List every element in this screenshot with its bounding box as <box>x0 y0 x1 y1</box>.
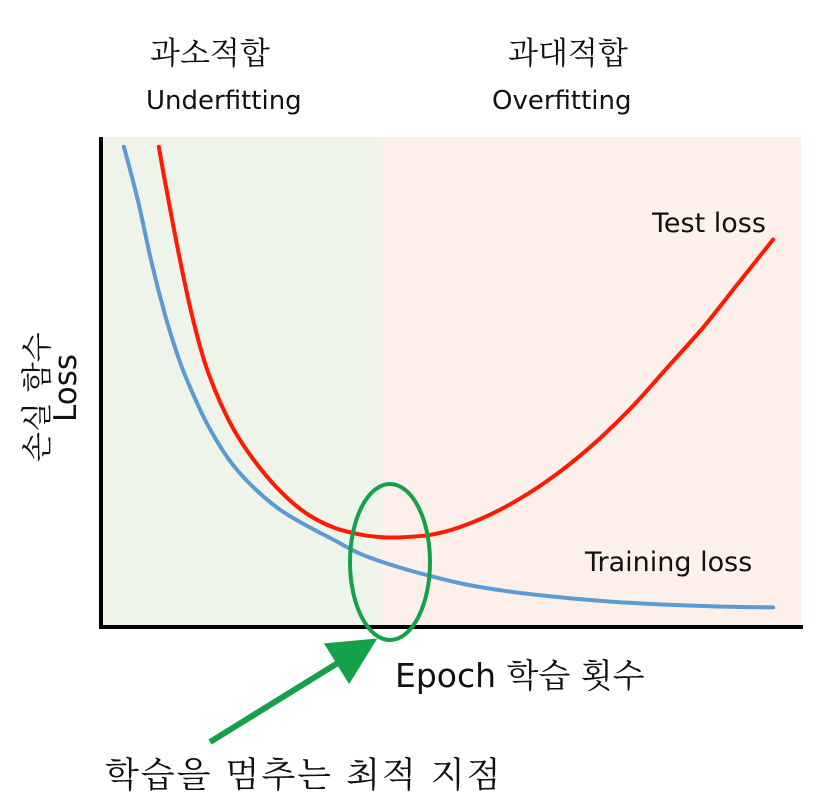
overfitting-label-kr: 과대적합 <box>508 36 628 72</box>
y-axis-label-en: Loss <box>48 354 84 422</box>
training-loss-label: Training loss <box>585 547 753 578</box>
x-axis-label: Epoch 학습 횟수 <box>395 656 645 695</box>
optimal-point-arrow <box>210 648 362 742</box>
optimal-point-annotation: 학습을 멈추는 최적 지점 <box>105 756 503 796</box>
y-axis-label-kr: 손실 함수 <box>20 332 56 462</box>
underfitting-region <box>103 137 382 625</box>
underfitting-label-en: Underfitting <box>146 86 302 116</box>
y-axis-label <box>10 290 84 480</box>
test-loss-label: Test loss <box>652 208 766 239</box>
underfitting-label-kr: 과소적합 <box>150 36 270 72</box>
overfitting-label-en: Overfitting <box>492 86 632 116</box>
